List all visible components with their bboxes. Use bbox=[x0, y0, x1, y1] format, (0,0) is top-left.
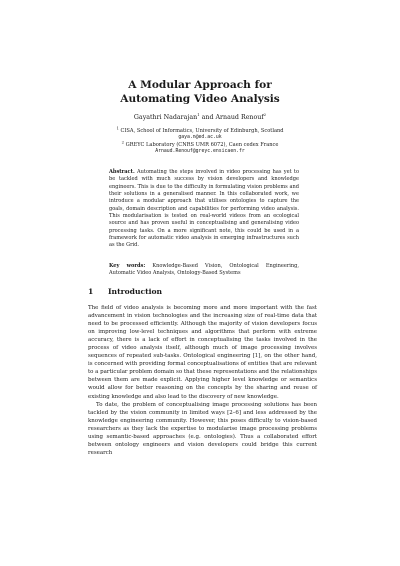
section-title: Introduction bbox=[108, 287, 163, 296]
keywords bbox=[109, 263, 299, 278]
affiliation-text: GREYC Laboratory (CNRS UMR 6072), Caen cedex France bbox=[125, 142, 279, 148]
affiliation-2-email: Arnaud.Renouf@greyc.ensicaen.fr bbox=[155, 149, 245, 154]
paper-title-line-1: A Modular Approach for bbox=[128, 79, 272, 91]
affiliation-2 bbox=[0, 139, 400, 148]
section-heading bbox=[88, 287, 162, 296]
keywords-label: Key words: bbox=[109, 263, 146, 269]
paragraph: To date, the problem of conceptualising image processing solutions has been tackled by the vision community in limited ways [2–6] and less addressed by the knowledge engineering community. However, this poses difficulty to vision-based researchers as they lack the expertise to modularise image processing problems using semantic-based approaches (e.g. ontologies). Thus a collaborated effort between ontology engineers and vision developers could bridge this current research bbox=[88, 401, 317, 456]
author-affiliation-mark: 1 bbox=[197, 111, 200, 117]
paragraph: The field of video analysis is becoming more and more important with the fast advancement in vision technologies and the increasing size of real-time data that need to be processed efficiently. Although the majority of vision developers focus on improving low-level techniques and algorithms that perform with extreme accuracy, there is a lack of effort in conceptualising the tasks involved in the process of video analysis itself, although much of image processing involves sequences of repeated sub-tasks. Ontological engineering [1], on the other hand, is concerned with providing formal conceptualisations of entities that are relevant to a particular problem domain so that these representations and the relationships between them are made explicit. Applying higher level knowledge or semantics would allow for better reasoning on the concepts by the sharing and reuse of existing knowledge and also lead to the discovery of new knowledge. bbox=[88, 305, 317, 400]
author-name: Gayathri Nadarajan bbox=[133, 114, 198, 121]
abstract-label: Abstract. bbox=[109, 169, 135, 175]
affiliation-mark: 2 bbox=[121, 139, 125, 145]
affiliation-text: CISA, School of Informatics, University of Edinburgh, Scotland bbox=[120, 128, 284, 134]
section-number: 1 bbox=[88, 287, 94, 296]
affiliation-mark: 1 bbox=[116, 125, 119, 131]
author-conjunction: and bbox=[201, 114, 214, 121]
abstract-text: Automating the steps involved in video processing has yet to be tackled with much success by vision developers and knowledge engineers. This is due to the difficulty in formulating vision problems and their solutions in a generalised manner. In this collaborated work, we introduce a modular approach that utilises ontologies to capture the goals, domain description and capabilities for performing video analysis. This modularisation is tested on real-world videos from an ecological source and has proven useful in conceptualising and generalising video processing tasks. On a more significant note, this could be used in a framework for automatic video analysis in emerging infrastructures such as the Grid. bbox=[109, 169, 299, 249]
author-affiliation-mark: 2 bbox=[263, 111, 267, 117]
abstract bbox=[109, 169, 299, 250]
affiliation-1 bbox=[0, 125, 400, 134]
paper-title-line-2: Automating Video Analysis bbox=[120, 93, 280, 105]
authors-line bbox=[0, 111, 400, 122]
affiliation-1-email: gaya.n@ed.ac.uk bbox=[178, 135, 222, 140]
author-name: Arnaud Renouf bbox=[215, 114, 264, 121]
body-text bbox=[88, 304, 317, 457]
keywords-text: Knowledge-Based Vision, Ontological Engineering, Automatic Video Analysis, Ontology-Based Systems bbox=[109, 263, 299, 277]
